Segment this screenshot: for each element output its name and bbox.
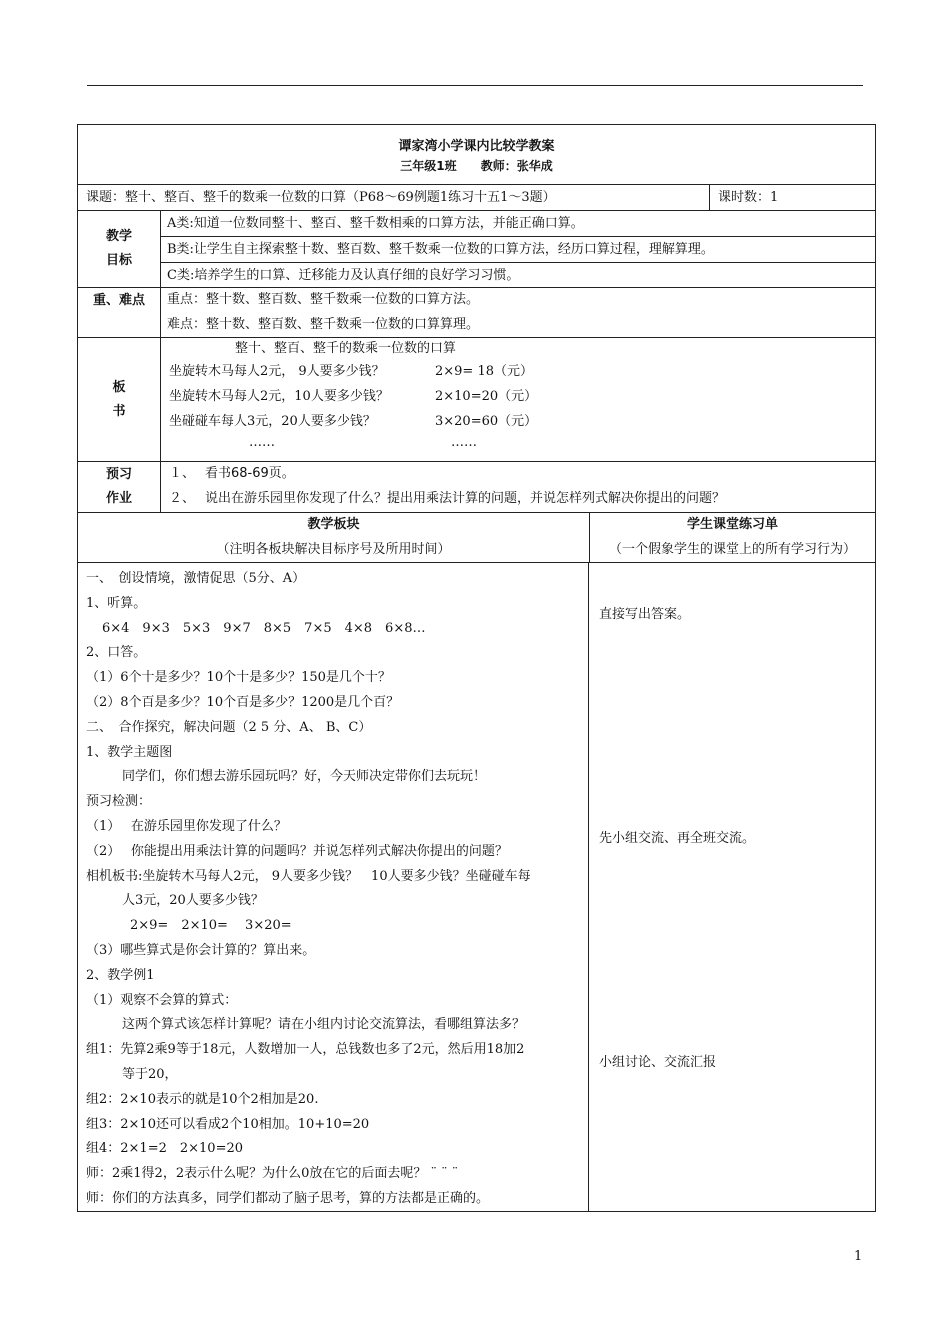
practice-content — [589, 563, 875, 1211]
step-heading: 预习检测： — [86, 794, 152, 810]
practice-head-note: （一个假象学生的课堂上的所有学习行为） — [608, 541, 856, 557]
board-note: 人3元，20人要多少钱？ — [122, 893, 264, 909]
topic-row — [78, 185, 875, 211]
teaching-head-note: （注明各板块解决目标序号及所用时间） — [216, 541, 451, 557]
teaching-body-row — [78, 563, 875, 1211]
group-answer: 组3：2×10还可以看成2个10相加。10+10=20 — [86, 1116, 370, 1132]
group-answer: 等于20， — [122, 1066, 178, 1082]
lesson-plan-table — [77, 124, 876, 1212]
teaching-head-title: 教学板块 — [307, 517, 360, 532]
section-heading: 一、 创设情境，激情促思（5分、A） — [86, 571, 306, 586]
question-line: （1） 在游乐园里你发现了什么？ — [86, 818, 287, 834]
goal-c: C类:培养学生的口算、迁移能力及认真仔细的良好学习习惯。 — [167, 268, 520, 283]
question-line: （2） 你能提出用乘法计算的问题吗？并说怎样列式解决你提出的问题？ — [86, 843, 508, 859]
teaching-head — [78, 513, 590, 562]
class-name: 三年级1班 — [400, 159, 457, 173]
title-block — [78, 125, 875, 185]
board-note: 相机板书:坐旋转木马每人2元， 9人要多少钱？ 10人要多少钱？坐碰碰车每 — [86, 868, 531, 884]
page-number: 1 — [854, 1249, 863, 1264]
goals-label: 教学 目标 — [78, 211, 161, 287]
group-answer: 组2：2×10表示的就是10个2相加是20. — [86, 1091, 319, 1107]
keypoint-difficult: 难点：整十数、整百数、整千数乘一位数的口算算理。 — [167, 316, 480, 332]
goal-a: A类:知道一位数同整十、整百、整千数相乘的口算方法，并能正确口算。 — [161, 211, 875, 237]
teacher-speech: 这两个算式该怎样计算呢？请在小组内讨论交流算法，看哪组算法多？ — [122, 1017, 526, 1033]
group-answer: 组4：2×1=2 2×10=20 — [86, 1141, 244, 1157]
preview-item: １、 看书68-69页。 — [169, 466, 295, 481]
keypoint-main: 重点：整十数、整百数、整千数乘一位数的口算方法。 — [167, 292, 480, 307]
teacher-name: 教师：张华成 — [480, 159, 553, 173]
step-heading: 1、听算。 — [86, 595, 147, 611]
board-line: 坐旋转木马每人2元， 9人要多少钱？ 2×9= 18（元） — [169, 364, 534, 379]
class-teacher-line — [78, 157, 875, 174]
goals-list — [161, 211, 875, 287]
keypoints-row — [78, 288, 875, 338]
board-line: 坐旋转木马每人2元，10人要多少钱？ 2×10=20（元） — [169, 388, 538, 404]
header-rule — [87, 85, 863, 86]
practice-item: 直接写出答案。 — [599, 607, 691, 622]
practice-head — [590, 513, 875, 562]
practice-item: 先小组交流、再全班交流。 — [599, 831, 756, 846]
goals-row — [78, 211, 875, 288]
table-head-row — [78, 513, 875, 563]
question-line: （1）观察不会算的算式： — [86, 992, 238, 1008]
preview-list — [161, 462, 875, 512]
question-line: （3）哪些算式是你会计算的？算出来。 — [86, 942, 316, 958]
board-title: 整十、整百、整千的数乘一位数的口算 — [235, 341, 457, 356]
teaching-content — [78, 563, 589, 1211]
preview-row — [78, 462, 875, 513]
preview-item: ２、 说出在游乐园里你发现了什么？提出用乘法计算的问题，并说怎样列式解决你提出的问题？ — [169, 490, 726, 506]
board-label: 板 书 — [78, 338, 161, 461]
board-ellipsis: …… …… — [249, 435, 477, 451]
school-title: 谭家湾小学课内比较学教案 — [398, 139, 555, 154]
board-row — [78, 338, 875, 462]
board-content — [161, 338, 875, 461]
teacher-speech: 师：你们的方法真多，同学们都动了脑子思考，算的方法都是正确的。 — [86, 1190, 490, 1206]
practice-item: 小组讨论、交流汇报 — [599, 1055, 717, 1070]
board-line: 坐碰碰车每人3元，20人要多少钱？ 3×20=60（元） — [169, 413, 538, 429]
lesson-topic: 课题：整十、整百、整千的数乘一位数的口算（P68～69例题1练习十五1～3题） — [78, 185, 710, 210]
step-heading: 2、教学例1 — [86, 967, 155, 983]
mental-calc-list: 6×4 9×3 5×3 9×7 8×5 7×5 4×8 6×8… — [102, 620, 426, 636]
keypoints-label: 重、难点 — [78, 288, 161, 337]
step-heading: 1、教学主题图 — [86, 744, 173, 760]
lesson-periods: 课时数：1 — [718, 190, 779, 205]
teacher-speech: 师：2乘1得2，2表示什么呢？为什么0放在它的后面去呢？ ¨ ¨ ¨ — [86, 1166, 459, 1182]
equation-line: 2×9= 2×10= 3×20= — [130, 918, 292, 934]
section-heading: 二、 合作探究，解决问题（2 5 分、A、 B、C） — [86, 719, 372, 735]
teacher-speech: 同学们，你们想去游乐园玩吗？好，今天师决定带你们去玩玩！ — [122, 769, 487, 785]
step-heading: 2、口答。 — [86, 645, 147, 661]
question-line: （1）6个十是多少？10个十是多少？150是几个十？ — [86, 670, 391, 686]
keypoints-list — [161, 288, 875, 337]
question-line: （2）8个百是多少？10个百是多少？1200是几个百？ — [86, 694, 400, 710]
group-answer: 组1：先算2乘9等于18元，人数增加一人，总钱数也多了2元，然后用18加2 — [86, 1042, 525, 1058]
preview-label: 预习 作业 — [78, 462, 161, 512]
practice-head-title: 学生课堂练习单 — [686, 517, 778, 532]
goal-b: B类:让学生自主探索整十数、整百数、整千数乘一位数的口算方法，经历口算过程，理解算理。 — [161, 237, 875, 263]
